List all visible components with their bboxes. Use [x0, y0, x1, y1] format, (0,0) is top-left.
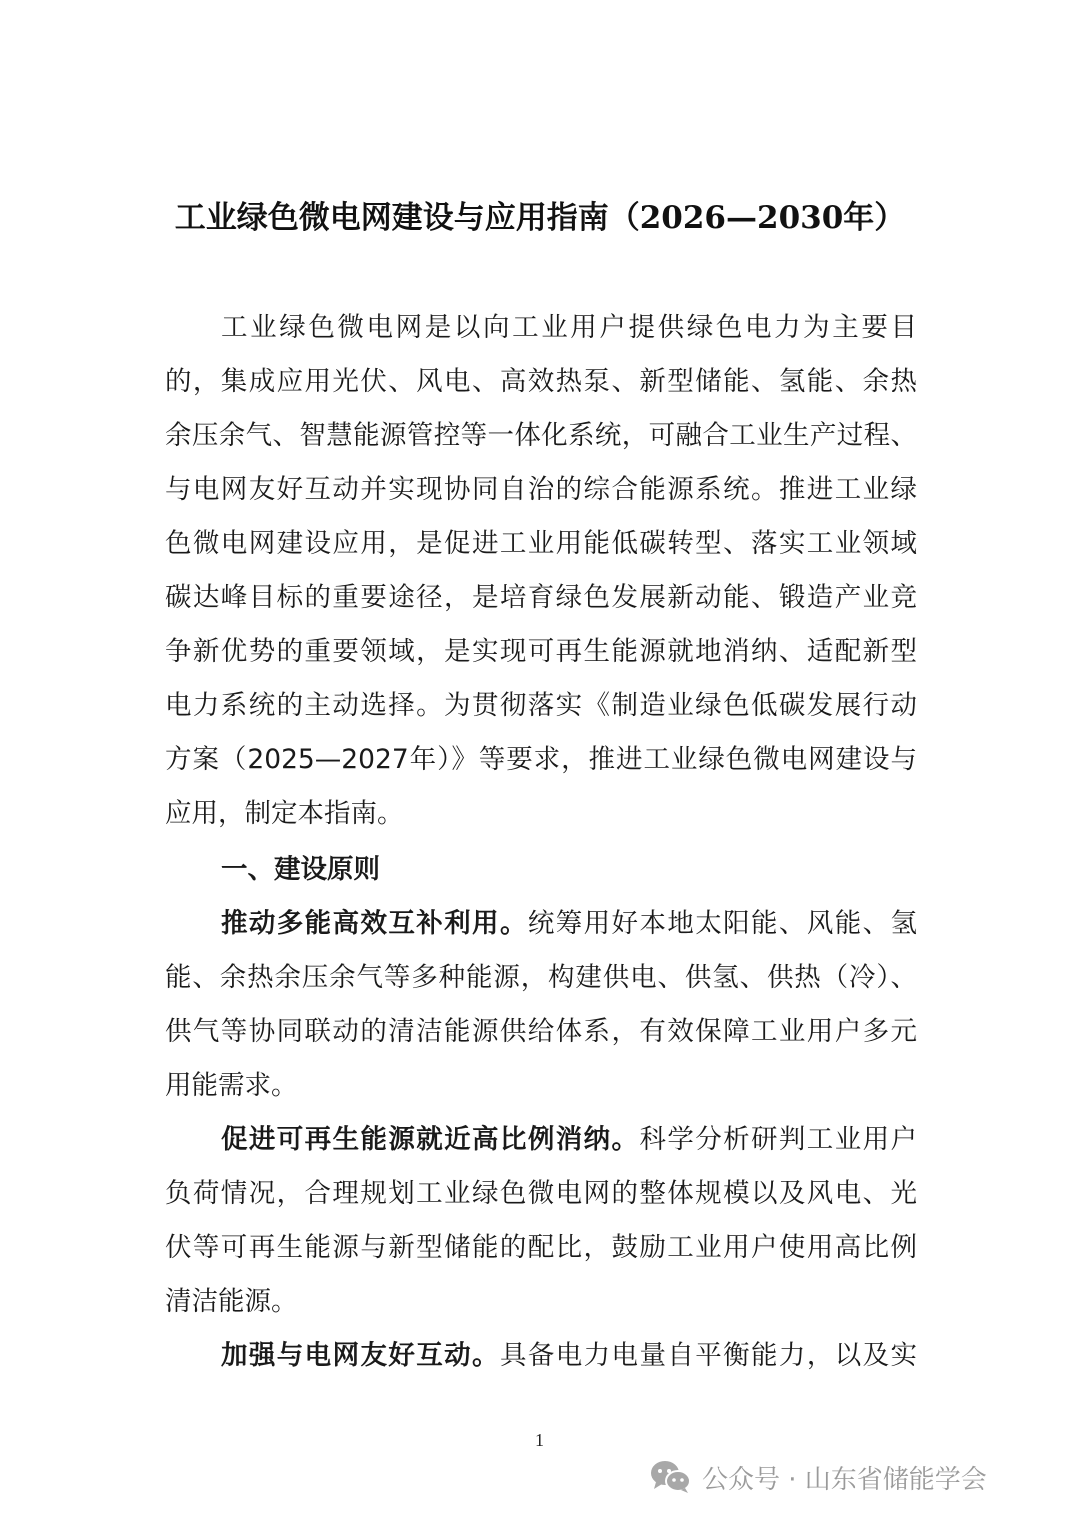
principle-first-line	[221, 906, 917, 942]
intro-line: 争新优势的重要领域，是实现可再生能源就地消纳、适配新型	[165, 636, 917, 667]
principle-text: 统筹用好本地太阳能、风能、氢	[527, 908, 918, 939]
principle-text: 科学分析研判工业用户	[639, 1124, 917, 1155]
intro-line: 余压余气、智慧能源管控等一体化系统，可融合工业生产过程、	[165, 420, 917, 451]
principle-line: 用能需求。	[165, 1070, 298, 1101]
principle-first-line	[221, 1122, 917, 1158]
principle-first-line	[221, 1338, 917, 1374]
principle-text: 具备电力电量自平衡能力，以及实	[499, 1340, 918, 1371]
intro-line: 方案（2025—2027年）》等要求，推进工业绿色微电网建设与	[165, 744, 917, 775]
wechat-icon	[650, 1460, 692, 1494]
intro-line: 电力系统的主动选择。为贯彻落实《制造业绿色低碳发展行动	[165, 690, 917, 721]
page-number: 1	[535, 1430, 544, 1450]
intro-line: 与电网友好互动并实现协同自治的综合能源系统。推进工业绿	[165, 474, 917, 505]
principle-line: 供气等协同联动的清洁能源供给体系，有效保障工业用户多元	[165, 1016, 917, 1047]
principle-line: 能、余热余压余气等多种能源，构建供电、供氢、供热（冷）、	[165, 962, 917, 993]
intro-line: 应用，制定本指南。	[165, 798, 404, 829]
intro-line: 碳达峰目标的重要途径，是培育绿色发展新动能、锻造产业竞	[165, 582, 917, 613]
principle-line: 清洁能源。	[165, 1286, 298, 1317]
intro-line: 工业绿色微电网是以向工业用户提供绿色电力为主要目	[221, 312, 917, 343]
principle-title: 推动多能高效互补利用。	[221, 908, 528, 939]
document-title: 工业绿色微电网建设与应用指南（2026—2030年）	[174, 200, 906, 236]
principle-line: 负荷情况，合理规划工业绿色微电网的整体规模以及风电、光	[165, 1178, 917, 1209]
principle-title: 促进可再生能源就近高比例消纳。	[221, 1124, 640, 1155]
principle-line: 伏等可再生能源与新型储能的配比，鼓励工业用户使用高比例	[165, 1232, 917, 1263]
intro-line: 的，集成应用光伏、风电、高效热泵、新型储能、氢能、余热	[165, 366, 917, 397]
principle-title: 加强与电网友好互动。	[221, 1340, 500, 1371]
watermark	[650, 1459, 987, 1495]
intro-line: 色微电网建设应用，是促进工业用能低碳转型、落实工业领域	[165, 528, 917, 559]
section-heading: 一、建设原则	[221, 854, 380, 885]
watermark-text: 公众号 · 山东省储能学会	[702, 1464, 987, 1495]
